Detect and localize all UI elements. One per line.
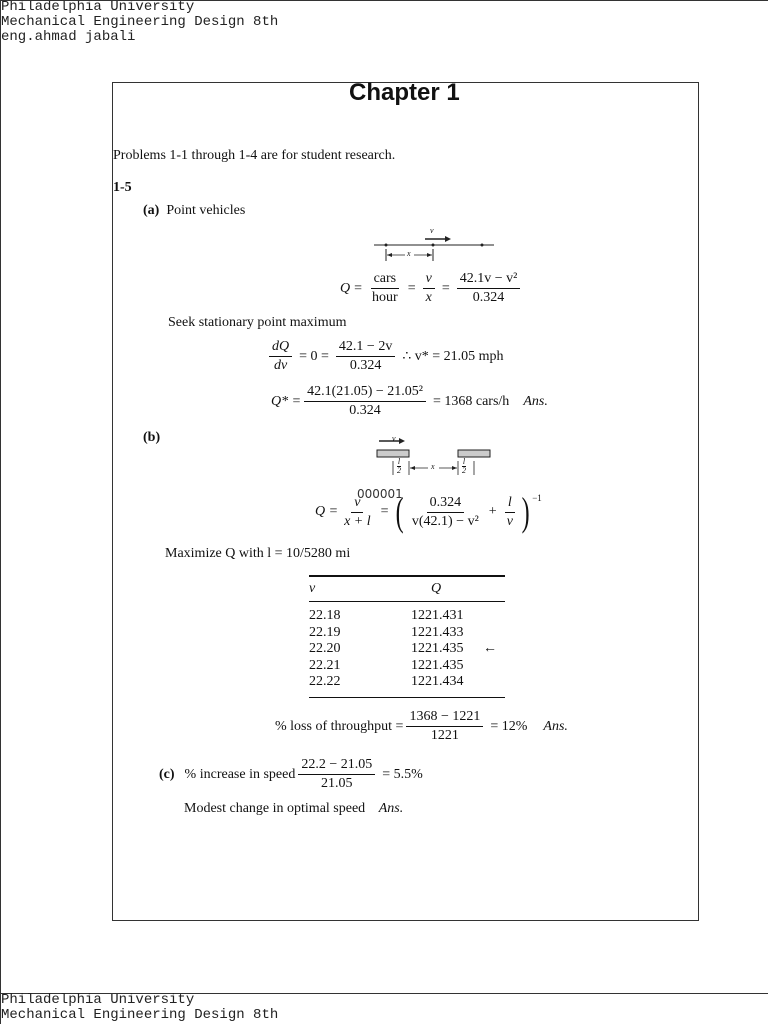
conclusion-text: Modest change in optimal speed Ans. (184, 801, 404, 816)
maximize-text: Maximize Q with l = 10/5280 mi (165, 546, 351, 561)
page-footer (1, 993, 278, 1023)
part-c-label: (c) (159, 766, 175, 782)
speed-increase-fraction: $\frac{22.2 - 21.05}{21.05}$ (298, 757, 375, 792)
table-row (309, 674, 505, 691)
header-university: Philadelphia University (1, 0, 195, 15)
footer-book-title: Mechanical Engineering Design 8th (1, 1007, 279, 1023)
header-book-title: Mechanical Engineering Design 8th (1, 14, 279, 30)
answer-mark: Ans. (523, 393, 548, 409)
table-cell-v: 22.19 (309, 624, 341, 640)
stationary-point-text: Seek stationary point maximum (168, 315, 347, 330)
flow-equation: Q = $\frac{\text{cars}}{\text{hour}}$ = $\frac{v}{x}$ = $\frac{\text{42.1v − v²}}{0.324}$ (340, 271, 523, 306)
page-header (1, 0, 278, 45)
overlay-text: 000001 (357, 487, 403, 501)
table-header-q: Q (431, 581, 442, 596)
loss-fraction: $\frac{1368 - 1221}{1221}$ (406, 709, 483, 744)
derivative-equation: $\frac{dQ}{dv}$ = 0 = $\frac{42.1 - 2v}{0.324}$ ∴ v* = 21.05 mph (266, 339, 508, 374)
table-cell-v: 22.22 (309, 674, 341, 690)
diagram-b-v-label: v (392, 434, 396, 443)
loss-answer-mark: Ans. (543, 718, 568, 734)
footer-university: Philadelphia University (1, 992, 195, 1008)
table-cell-v: 22.18 (309, 608, 341, 624)
conclusion-answer-mark: Ans. (378, 801, 404, 816)
part-a-heading (143, 203, 245, 219)
max-flow-result: = 1368 cars/h (432, 393, 510, 409)
table-cell-q: 1221.431 (411, 608, 464, 624)
content-frame (112, 79, 699, 921)
vehicle-length-diagram (373, 433, 493, 478)
table-cell-q: 1221.433 (411, 624, 464, 640)
problem-number: 1-5 (113, 180, 132, 195)
table-row (309, 625, 505, 642)
v-over-x-fraction: $\frac{v}{x}$ (423, 271, 435, 306)
max-flow-equation: Q* = $\frac{\text{42.1(21.05) − 21.05²}}{0.324}$ = 1368 cars/h Ans. (271, 384, 548, 418)
top-border (0, 0, 768, 1)
optimal-speed: ∴ v* = 21.05 mph (402, 349, 504, 364)
table-cell-q: 1221.434 (411, 674, 464, 690)
derivative-fraction: $\frac{dQ}{dv}$ (269, 339, 292, 374)
table-cell-v: 22.20 (309, 641, 341, 657)
speed-flow-table (309, 575, 505, 698)
part-a-title: Point vehicles (166, 203, 246, 218)
l-over-v-fraction: $\frac{l}{v}$ (506, 494, 513, 529)
flow-with-length-equation: Q = $\frac{v}{x + l}$ = ( $\frac{0.324}{\text{v(42.1) − v²}}$ + $\frac{l}{v}$ ) $^{-1}$ (315, 489, 542, 534)
flow-fraction: $\frac{\text{42.1v − v²}}{0.324}$ (457, 271, 521, 306)
max-flow-fraction: $\frac{\text{42.1(21.05) − 21.05²}}{0.324}$ (304, 384, 426, 419)
v-over-xl-fraction: $\frac{v}{x + l}$ (344, 494, 371, 529)
derivative-value-fraction: $\frac{42.1 - 2v}{0.324}$ (336, 339, 395, 374)
diagram-b-x-label: x (431, 462, 435, 471)
speed-increase-result: = 5.5% (382, 766, 423, 782)
diagram-a-v-label: v (430, 226, 434, 235)
header-author: eng.ahmad jabali (1, 29, 136, 45)
table-cell-q: 1221.435 (411, 641, 464, 657)
part-a-label: (a) (143, 203, 160, 218)
left-border (0, 0, 1, 1024)
diagram-b-half-length-left: $\frac{l}{2}$ (397, 457, 401, 475)
table-cell-q: 1221.435 (411, 657, 464, 673)
inverse-exponent: −1 (532, 493, 542, 503)
table-row (309, 608, 505, 625)
table-row (309, 641, 505, 658)
loss-equation: % loss of throughput = $\frac{1368 - 1221}{1221}$ = 12% Ans. (275, 709, 568, 743)
point-vehicles-diagram (369, 225, 499, 265)
table-header-v: v (309, 581, 316, 596)
table-row (309, 658, 505, 675)
cars-per-hour-fraction: $\frac{\text{cars}}{\text{hour}}$ (372, 271, 398, 305)
part-b-label: (b) (143, 430, 161, 445)
page-title: Chapter 1 (349, 79, 460, 106)
inverse-flow-fraction: $\frac{0.324}{\text{v(42.1) − v²}}$ (411, 494, 479, 529)
speed-increase-equation: (c) % increase in speed $\frac{22.2 - 21.05}{21.05}$ = 5.5% (159, 757, 423, 791)
intro-text: Problems 1-1 through 1-4 are for student research. (113, 148, 396, 163)
diagram-a-x-label: x (407, 249, 411, 258)
optimum-arrow-marker: ← (483, 641, 497, 657)
diagram-b-half-length-right: $\frac{l}{2}$ (462, 457, 466, 475)
table-cell-v: 22.21 (309, 657, 341, 673)
loss-result: = 12% (490, 718, 528, 734)
